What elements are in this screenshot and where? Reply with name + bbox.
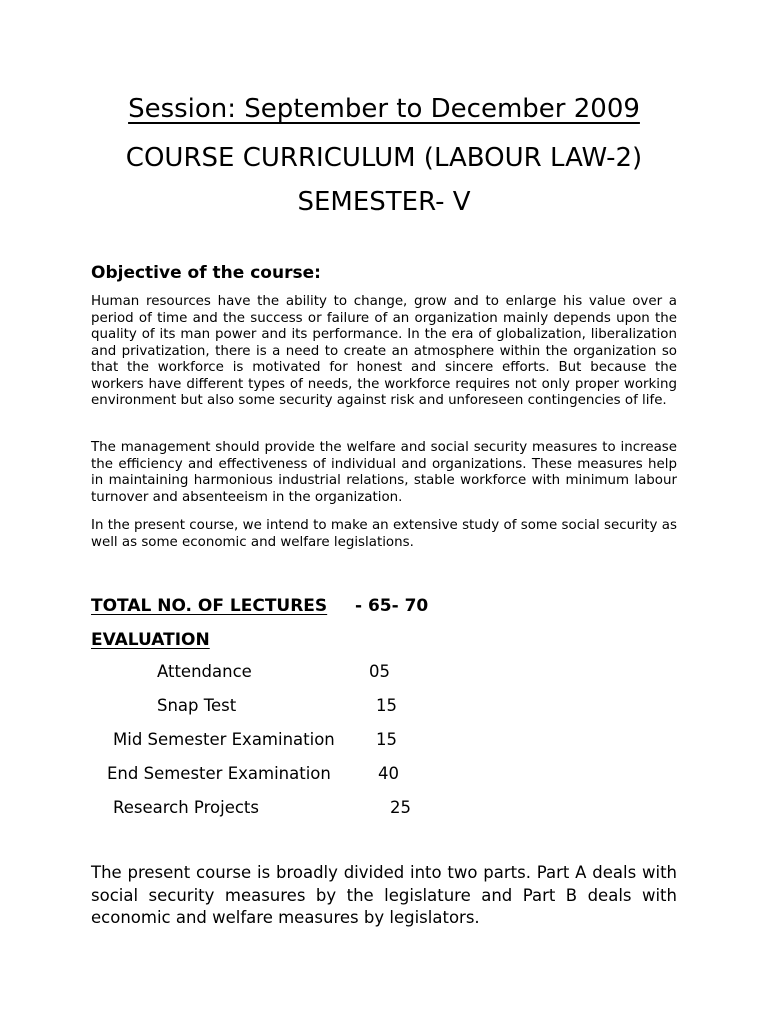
evaluation-label-attendance: Attendance bbox=[157, 662, 252, 681]
evaluation-heading: EVALUATION bbox=[91, 630, 210, 650]
evaluation-value-mid-semester: 15 bbox=[376, 730, 397, 749]
total-lectures-value: - 65- 70 bbox=[355, 596, 429, 616]
course-parts-summary: The present course is broadly divided into two parts. Part A deals with social security measures by the legislature and Part B deals with economic and welfare measures by legislators. bbox=[91, 863, 677, 927]
session-title: Session: September to December 2009 bbox=[128, 94, 640, 124]
course-title: COURSE CURRICULUM (LABOUR LAW-2) bbox=[125, 143, 643, 173]
total-lectures bbox=[91, 595, 429, 617]
total-lectures-label: TOTAL NO. OF LECTURES bbox=[91, 596, 328, 616]
evaluation-label-research-projects: Research Projects bbox=[113, 798, 259, 817]
evaluation-label-mid-semester: Mid Semester Examination bbox=[113, 730, 335, 749]
evaluation-label-snap-test: Snap Test bbox=[157, 696, 237, 715]
evaluation-label-end-semester: End Semester Examination bbox=[107, 764, 331, 783]
evaluation-value-snap-test: 15 bbox=[376, 696, 397, 715]
objective-paragraph-1: Human resources have the ability to change, grow and to enlarge his value over a period of time and the success or failure of an organization mainly depends upon the quality of its man power and its performance. In the era of globalization, liberalization and privatization, there is a need to create an atmosphere within the organization so that the workforce is motivated for honest and sincere efforts. But because the workers have different types of needs, the workforce requires not only proper working environment but also some security against risk and unforeseen contingencies of life. bbox=[91, 294, 677, 408]
objective-paragraph-2: The management should provide the welfare and social security measures to increase the efficiency and effectiveness of individual and organizations. These measures help in maintaining harmonious industrial relations, stable workforce with minimum labour turnover and absenteeism in the organization. bbox=[91, 440, 677, 505]
evaluation-value-research-projects: 25 bbox=[390, 798, 411, 817]
objective-paragraph-3: In the present course, we intend to make an extensive study of some social security as well as some economic and welfare legislations. bbox=[91, 518, 677, 550]
evaluation-value-attendance: 05 bbox=[369, 662, 390, 681]
objective-heading: Objective of the course: bbox=[91, 263, 321, 283]
evaluation-value-end-semester: 40 bbox=[378, 764, 399, 783]
semester-title: SEMESTER- V bbox=[297, 187, 471, 217]
